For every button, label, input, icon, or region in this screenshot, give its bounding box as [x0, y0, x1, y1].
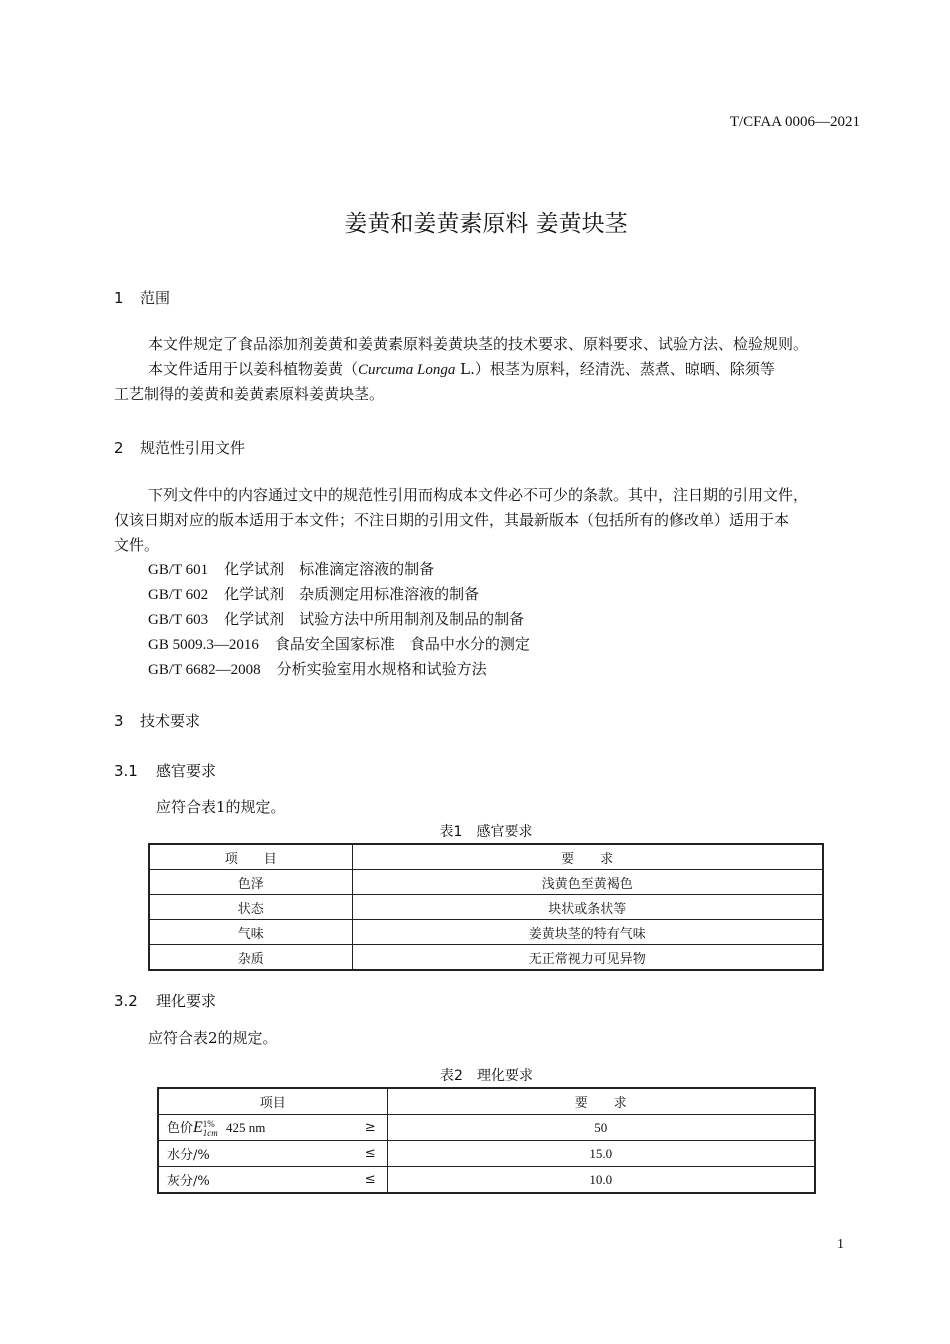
document-title: 姜黄和姜黄素原料 姜黄块茎 — [344, 211, 628, 237]
ref-code: GB/T 603 — [148, 612, 209, 628]
section-title: 范围 — [140, 289, 171, 307]
requirement-cell: 无正常视力可见异物 — [352, 945, 823, 971]
table-row — [158, 1141, 815, 1167]
table-row — [158, 1167, 815, 1194]
standard-number: T/CFAA 0006—2021 — [729, 114, 860, 130]
ref-code: GB/T 602 — [148, 587, 209, 603]
comparison-symbol: ≤ — [354, 1141, 387, 1167]
requirement-cell: 10.0 — [387, 1167, 815, 1194]
table-row — [149, 870, 823, 895]
comparison-symbol: ≥ — [354, 1115, 387, 1141]
section-number: 3.2 — [114, 992, 138, 1010]
absorbance-symbol: E — [193, 1119, 203, 1137]
ref-code: GB/T 6682—2008 — [148, 662, 261, 678]
item-cell: 灰分/% — [158, 1167, 354, 1194]
scope-paragraph-1: 本文件规定了食品添加剂姜黄和姜黄素原料姜黄块茎的技术要求、原料要求、试验方法、检验规则。 — [148, 335, 809, 353]
requirement-cell: 姜黄块茎的特有气味 — [352, 920, 823, 945]
absorbance-subscript: 1cm — [202, 1127, 218, 1138]
reference-item — [148, 558, 434, 579]
table1-reference-text: 应符合表1的规定。 — [156, 798, 286, 816]
section-number: 3.1 — [114, 762, 138, 780]
item-cell: 杂质 — [149, 945, 352, 971]
wavelength: 425 nm — [225, 1120, 266, 1136]
comparison-symbol: ≤ — [354, 1167, 387, 1194]
refs-paragraph-line-3: 文件。 — [114, 536, 160, 554]
section-number: 3 — [114, 712, 124, 730]
header-cell: 要 求 — [387, 1088, 815, 1115]
table-header-row — [149, 844, 823, 870]
reference-item — [148, 608, 524, 629]
ref-title: 化学试剂 杂质测定用标准溶液的制备 — [224, 585, 480, 603]
section-3-2-heading — [114, 990, 216, 1011]
table2-reference-text: 应符合表2的规定。 — [148, 1029, 278, 1047]
reference-item — [148, 633, 530, 654]
item-cell: 状态 — [149, 895, 352, 920]
ref-title: 食品安全国家标准 食品中水分的测定 — [274, 635, 530, 653]
requirement-cell: 块状或条状等 — [352, 895, 823, 920]
table-row — [149, 920, 823, 945]
sensory-requirements-table — [148, 843, 824, 971]
refs-paragraph-line-2: 仅该日期对应的版本适用于本文件；不注日期的引用文件，其最新版本（包括所有的修改单）适用于本 — [114, 511, 790, 529]
section-title: 技术要求 — [140, 712, 201, 730]
table2-caption: 表2 理化要求 — [440, 1068, 533, 1084]
header-cell: 要 求 — [352, 844, 823, 870]
header-cell: 项目 — [158, 1088, 387, 1115]
page-number: 1 — [837, 1237, 844, 1252]
refs-paragraph-line-1: 下列文件中的内容通过文中的规范性引用而构成本文件必不可少的条款。其中，注日期的引用文件， — [148, 486, 809, 504]
physicochemical-requirements-table — [157, 1087, 816, 1194]
section-number: 2 — [114, 439, 124, 457]
requirement-cell: 浅黄色至黄褐色 — [352, 870, 823, 895]
reference-item — [148, 658, 487, 679]
item-cell: 色泽 — [149, 870, 352, 895]
section-2-heading — [114, 437, 245, 458]
reference-item — [148, 583, 479, 604]
latin-name: Curcuma Longa — [358, 362, 456, 378]
section-title: 规范性引用文件 — [140, 439, 246, 457]
table1-caption: 表1 感官要求 — [439, 824, 533, 840]
scope-paragraph-2-line-2: 工艺制得的姜黄和姜黄素原料姜黄块茎。 — [114, 385, 385, 403]
ref-title: 化学试剂 试验方法中所用制剂及制品的制备 — [224, 610, 525, 628]
item-cell: 气味 — [149, 920, 352, 945]
text: L.）根茎为原料，经清洗、蒸煮、晾晒、除须等 — [455, 360, 775, 378]
section-1-heading — [114, 287, 170, 308]
ref-code: GB/T 601 — [148, 562, 209, 578]
section-3-heading — [114, 710, 200, 731]
section-title: 感官要求 — [156, 762, 217, 780]
item-cell: 水分/% — [158, 1141, 354, 1167]
table-row — [149, 945, 823, 971]
requirement-cell: 50 — [387, 1115, 815, 1141]
header-cell: 项 目 — [149, 844, 352, 870]
section-title: 理化要求 — [156, 992, 217, 1010]
text: 本文件适用于以姜科植物姜黄（ — [148, 360, 359, 378]
table-row — [149, 895, 823, 920]
ref-title: 分析实验室用水规格和试验方法 — [276, 660, 487, 678]
absorbance-superscript: 1% — [202, 1118, 215, 1129]
ref-code: GB 5009.3—2016 — [148, 637, 259, 653]
scope-paragraph-2-line-1 — [148, 357, 775, 383]
section-3-1-heading — [114, 760, 216, 781]
table-header-row — [158, 1088, 815, 1115]
table-row — [158, 1115, 815, 1141]
ref-title: 化学试剂 标准滴定溶液的制备 — [224, 560, 435, 578]
section-number: 1 — [114, 289, 124, 307]
item-cell — [158, 1115, 354, 1141]
color-value-label: 色价 — [167, 1121, 194, 1137]
requirement-cell: 15.0 — [387, 1141, 815, 1167]
